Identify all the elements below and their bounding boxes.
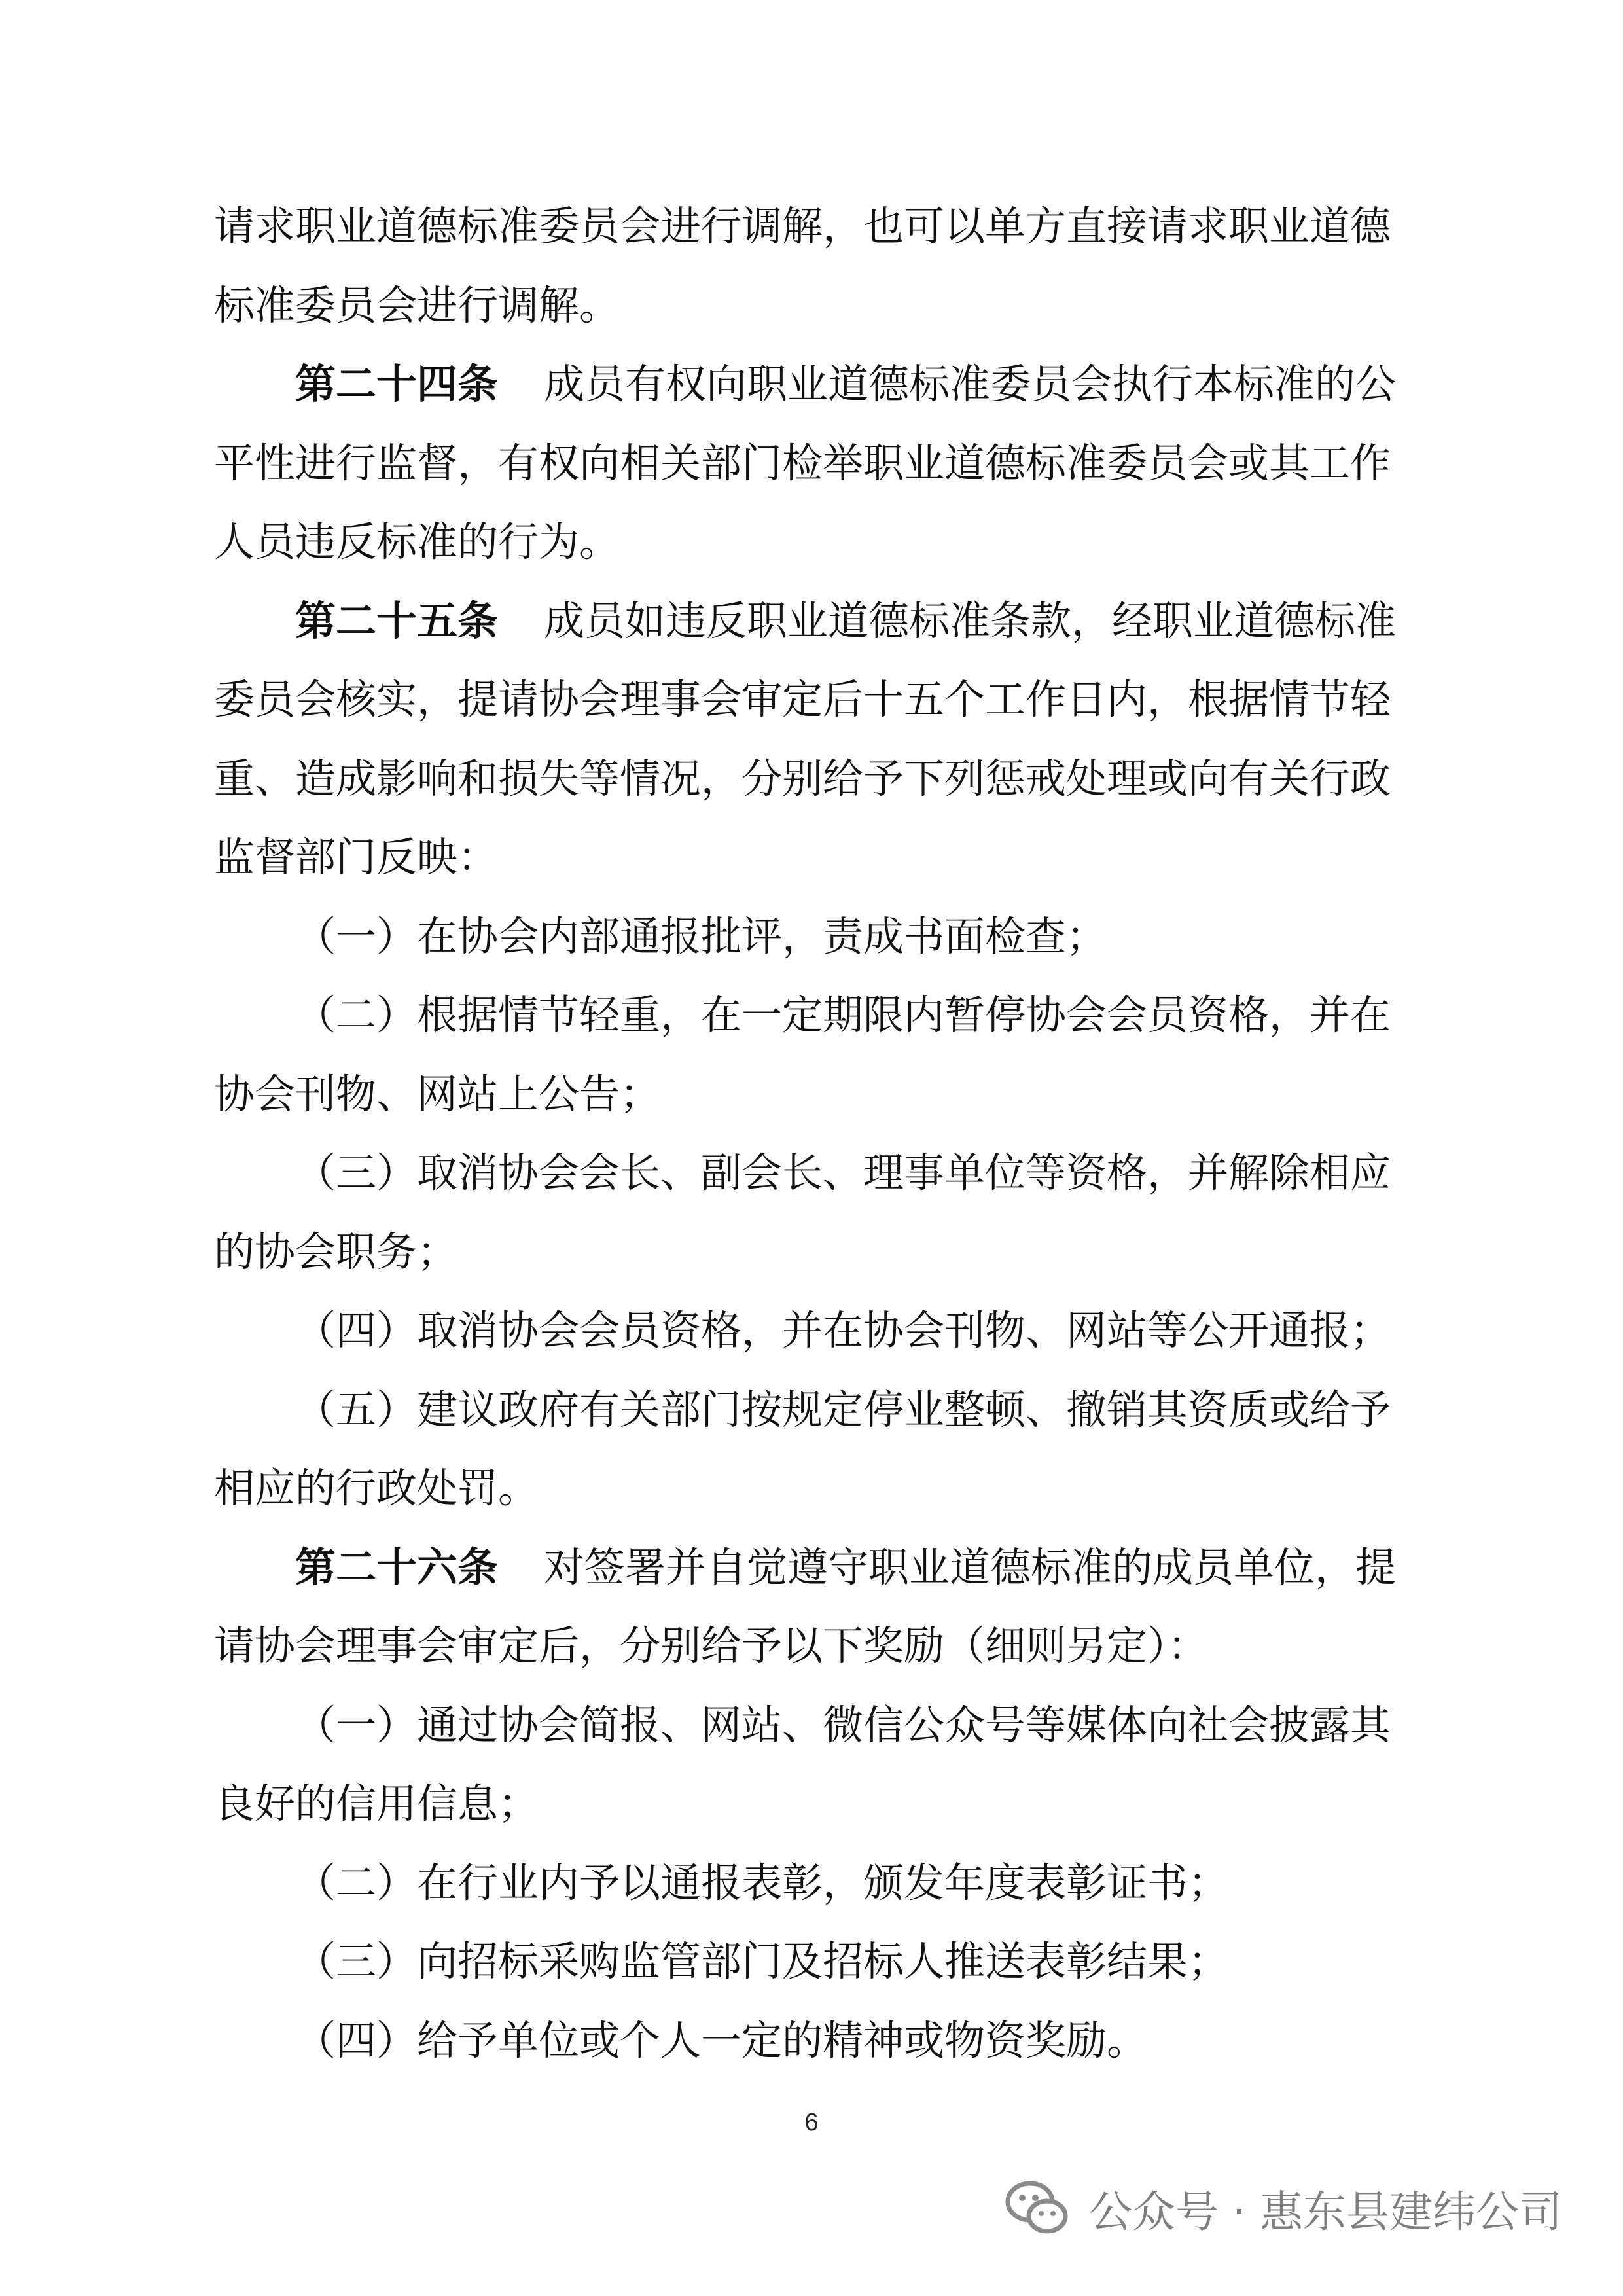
watermark: [1001, 2172, 1562, 2244]
article-24-text: 成员有权向职业道德标准委员会执行本标准的公: [544, 360, 1397, 408]
list-item-penalty-4: （四）取消协会会员资格，并在协会刊物、网站等公开通报；: [295, 1306, 1391, 1354]
article-25-label: 第二十五条: [295, 597, 499, 645]
list-item-reward-2: （二）在行业内予以通报表彰，颁发年度表彰证书；: [295, 1859, 1229, 1907]
article-25-line-1: [214, 595, 1412, 647]
body-line-12: 协会刊物、网站上公告；: [214, 1070, 661, 1118]
list-item-penalty-3: （三）取消协会会长、副会长、理事单位等资格，并解除相应: [295, 1149, 1391, 1196]
body-line-4: 平性进行监督，有权向相关部门检举职业道德标准委员会或其工作: [214, 439, 1391, 487]
article-26-label: 第二十六条: [295, 1543, 499, 1591]
article-25-text: 成员如违反职业道德标准条款，经职业道德标准: [544, 597, 1397, 645]
watermark-text: 公众号 · 惠东县建纬公司: [1089, 2186, 1562, 2237]
article-26-line-1: [214, 1541, 1412, 1594]
body-line-17: 相应的行政处罚。: [214, 1464, 539, 1512]
list-item-reward-4: （四）给予单位或个人一定的精神或物资奖励。: [295, 2017, 1148, 2064]
article-24-label: 第二十四条: [295, 360, 499, 408]
body-line-21: 良好的信用信息；: [214, 1780, 539, 1827]
article-24-line-1: [214, 358, 1412, 410]
body-line-19: 请协会理事会审定后，分别给予以下奖励（细则另定）：: [214, 1622, 1209, 1670]
page-number: 6: [804, 2109, 819, 2136]
body-line-9: 监督部门反映：: [214, 833, 499, 881]
list-item-reward-1: （一）通过协会简报、网站、微信公众号等媒体向社会披露其: [295, 1701, 1391, 1749]
body-line-7: 委员会核实，提请协会理事会审定后十五个工作日内，根据情节轻: [214, 675, 1391, 723]
list-item-penalty-5: （五）建议政府有关部门按规定停业整顿、撤销其资质或给予: [295, 1386, 1391, 1433]
list-item-reward-3: （三）向招标采购监管部门及招标人推送表彰结果；: [295, 1937, 1229, 1985]
wechat-official-account-icon: [1001, 2172, 1073, 2244]
list-item-penalty-2: （二）根据情节轻重，在一定期限内暂停协会会员资格，并在: [295, 991, 1391, 1039]
body-line-1: 请求职业道德标准委员会进行调解，也可以单方直接请求职业道德: [214, 202, 1391, 250]
article-26-text: 对签署并自觉遵守职业道德标准的成员单位，提: [544, 1543, 1397, 1591]
body-line-2: 标准委员会进行调解。: [214, 281, 620, 329]
body-line-8: 重、造成影响和损失等情况，分别给予下列惩戒处理或向有关行政: [214, 755, 1391, 802]
body-line-14: 的协会职务；: [214, 1228, 458, 1276]
body-line-5: 人员违反标准的行为。: [214, 518, 620, 565]
list-item-penalty-1: （一）在协会内部通报批评，责成书面检查；: [295, 912, 1107, 960]
